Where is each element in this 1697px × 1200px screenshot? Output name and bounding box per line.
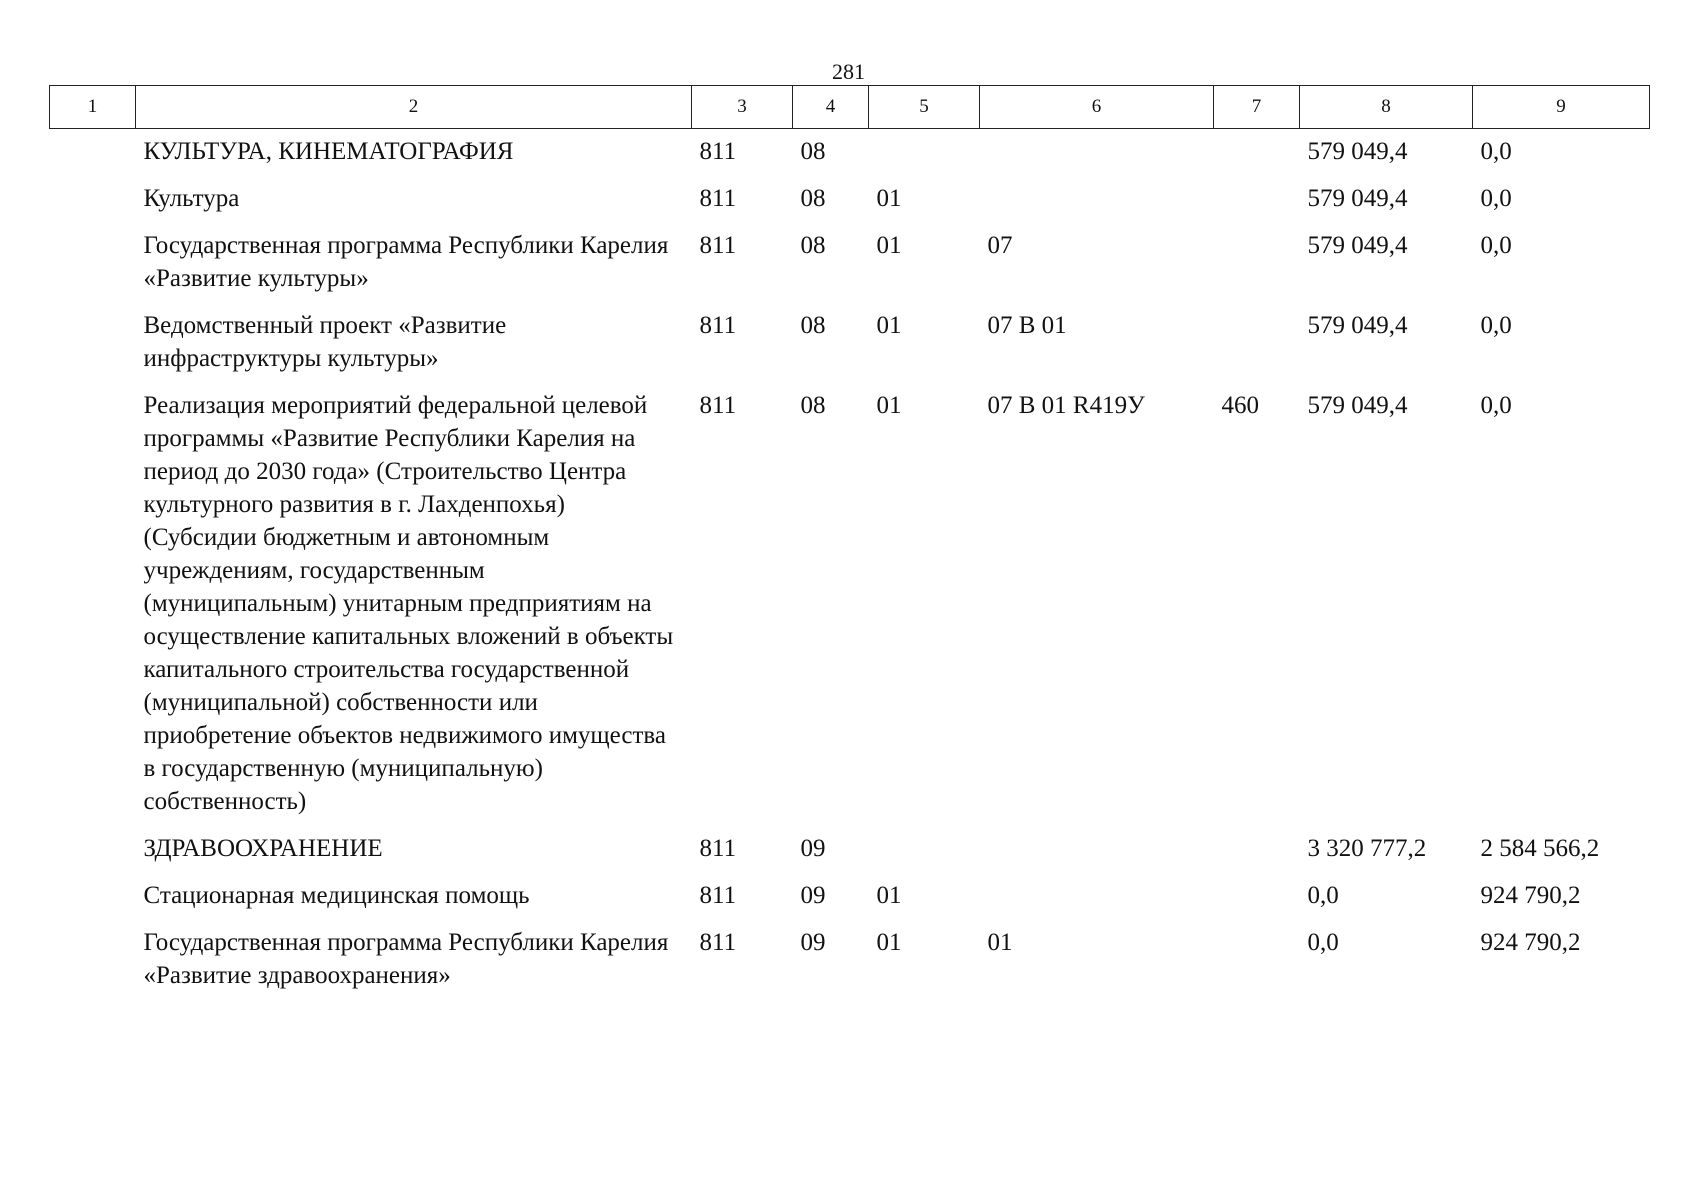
cell-col6 [980,176,1214,223]
cell-col9: 924 790,2 [1480,929,1581,956]
cell-col3: 811 [699,185,737,212]
cell-col7 [1214,129,1300,177]
cell-col6 [980,129,1214,177]
cell-col9: 0,0 [1480,138,1512,165]
cell-col5: 01 [876,392,902,419]
column-header-8: 8 [1300,86,1473,129]
cell-col9: 2 584 566,2 [1480,835,1600,862]
cell-col8: 579 049,4 [1307,185,1408,212]
cell-col5: 01 [876,185,902,212]
cell-col7 [1214,826,1300,873]
cell-col3: 811 [699,835,737,862]
cell-name: ЗДРАВООХРАНЕНИЕ [143,835,383,862]
cell-col7 [1214,920,1300,1000]
cell-col3: 811 [699,312,737,339]
cell-col8: 579 049,4 [1307,138,1408,165]
cell-col4: 09 [800,835,826,862]
cell-name: Ведомственный проект «Развитие инфраструктуры культуры» [143,312,507,372]
cell-col8: 579 049,4 [1307,392,1408,419]
cell-col1 [50,920,136,1000]
table-row [50,920,1650,1000]
cell-name: Государственная программа Республики Карелия «Развитие культуры» [143,232,669,292]
column-header-5: 5 [869,86,980,129]
cell-col9: 924 790,2 [1480,882,1581,909]
cell-name: Реализация мероприятий федеральной целевой программы «Развитие Республики Карелия на период до 2030 года» (Строительство Центра культурного развития в г. Лахденпохья) (Субсидии бюджетным и автономным учреждениям, государственным (муниципальным) унитарным предприятиям на осуществление капитальных вложений в объекты капитального строительства государственной (муниципальной) собственности или приобретение объектов недвижимого имущества в государственную (муниципальную) собственность) [143,392,674,815]
cell-col3: 811 [699,392,737,419]
cell-col5 [869,129,980,177]
cell-col4: 09 [800,882,826,909]
table-row [50,303,1650,383]
cell-col3: 811 [699,929,737,956]
cell-col1 [50,129,136,177]
cell-name: Государственная программа Республики Карелия «Развитие здравоохранения» [143,929,669,989]
cell-col3: 811 [699,882,737,909]
cell-col9: 0,0 [1480,312,1512,339]
budget-table [49,85,1650,1000]
cell-col6: 01 [987,929,1013,956]
cell-col5 [869,826,980,873]
cell-col7 [1214,873,1300,920]
cell-col7 [1214,176,1300,223]
cell-col5: 01 [876,312,902,339]
cell-name: Культура [143,185,240,212]
header-row [50,86,1650,129]
cell-col7 [1214,223,1300,303]
cell-col5: 01 [876,882,902,909]
cell-name: КУЛЬТУРА, КИНЕМАТОГРАФИЯ [143,138,514,165]
cell-col9: 0,0 [1480,232,1512,259]
cell-col8: 0,0 [1307,929,1339,956]
cell-col7 [1214,303,1300,383]
table-header [50,86,1650,129]
page-number: 281 [832,59,865,84]
cell-name: Стационарная медицинская помощь [143,882,530,909]
cell-col6: 07 [987,232,1013,259]
cell-col6: 07 В 01 R419У [987,392,1145,419]
column-header-2: 2 [136,86,692,129]
cell-col7: 460 [1221,392,1259,419]
table-row [50,176,1650,223]
column-header-3: 3 [692,86,793,129]
column-header-6: 6 [980,86,1214,129]
cell-col3: 811 [699,138,737,165]
cell-col4: 08 [800,138,826,165]
column-header-7: 7 [1214,86,1300,129]
column-header-1: 1 [50,86,136,129]
cell-col1 [50,176,136,223]
column-header-4: 4 [793,86,869,129]
table-row [50,129,1650,177]
cell-col6 [980,826,1214,873]
cell-col4: 08 [800,392,826,419]
table-row [50,383,1650,826]
cell-col6: 07 В 01 [987,312,1067,339]
column-header-9: 9 [1473,86,1650,129]
cell-col1 [50,223,136,303]
cell-col8: 3 320 777,2 [1307,835,1427,862]
cell-col4: 08 [800,312,826,339]
cell-col4: 09 [800,929,826,956]
cell-col4: 08 [800,185,826,212]
cell-col9: 0,0 [1480,392,1512,419]
cell-col5: 01 [876,929,902,956]
cell-col8: 0,0 [1307,882,1339,909]
table-row [50,873,1650,920]
table-body [50,129,1650,1001]
cell-col1 [50,826,136,873]
table-row [50,223,1650,303]
cell-col3: 811 [699,232,737,259]
cell-col9: 0,0 [1480,185,1512,212]
cell-col5: 01 [876,232,902,259]
cell-col1 [50,303,136,383]
cell-col4: 08 [800,232,826,259]
cell-col8: 579 049,4 [1307,312,1408,339]
cell-col1 [50,383,136,826]
cell-col1 [50,873,136,920]
table-row [50,826,1650,873]
cell-col6 [980,873,1214,920]
cell-col8: 579 049,4 [1307,232,1408,259]
